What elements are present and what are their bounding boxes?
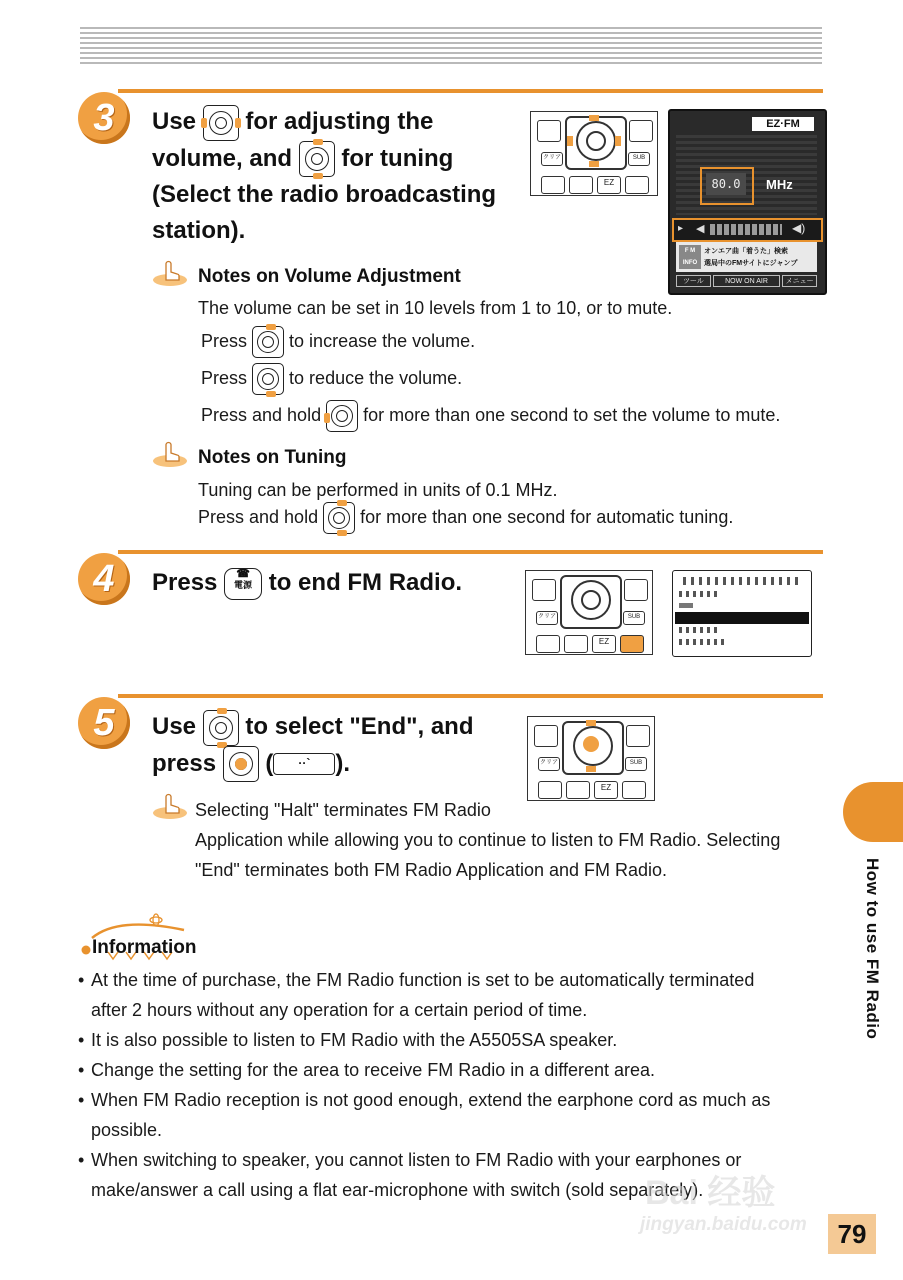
keypad-illustration: クリア SUB EZ (527, 716, 655, 801)
step4-heading: Press ☎ 電源 to end FM Radio. (152, 565, 462, 601)
keypad-illustration: クリア SUB EZ (525, 570, 653, 655)
notes-tuning-title: Notes on Tuning (198, 447, 347, 468)
softkey-icon: ··` (273, 753, 335, 775)
press-reduce-line: Press to reduce the volume. (201, 363, 462, 395)
dpad-up-down-icon (203, 710, 239, 746)
page-number: 79 (828, 1214, 876, 1254)
step3-heading: Use for adjusting the volume, and for tuning (Select the radio broadcasting station). (152, 104, 512, 249)
play-icon: ▸ (678, 223, 684, 234)
step3-badge: 3 (78, 92, 130, 144)
softkey-menu[interactable]: メニュー (782, 275, 817, 287)
softkey-tool[interactable]: ツール (676, 275, 711, 287)
info-bullet: • When FM Radio reception is not good enough, extend the earphone cord as much as possible. (78, 1085, 818, 1145)
fm-radio-screen (668, 109, 827, 295)
baidu-watermark-logo: Bai 经验 (645, 1174, 776, 1212)
end-text: "End" terminates both FM Radio Application and FM Radio. (195, 860, 668, 880)
step5-badge: 5 (78, 697, 130, 749)
info-bullet: • At the time of purchase, the FM Radio function is set to be automatically terminated after 2 hours without any operation for a certain period of time. (78, 965, 818, 1025)
volume-levels-text: The volume can be set in 10 levels from 1 to 10, or to mute. (198, 298, 673, 318)
pointing-hand-icon (152, 441, 188, 467)
fm-info-panel: F M INFO オンエア曲「着うた」検索 選局中のFMサイトにジャンプ (676, 242, 817, 272)
dpad-up-icon (252, 326, 284, 358)
step5-heading: Use to select "End", and press ( ··` ). (152, 709, 474, 782)
application-text: Application while allowing you to continue to listen to FM Radio. Selecting (195, 830, 781, 850)
step3-rule (118, 89, 823, 93)
end-power-key-icon: ☎ 電源 (224, 568, 262, 600)
step4-rule (118, 550, 823, 554)
speaker-high-icon: ◀) (792, 221, 806, 235)
dpad-center-icon (223, 746, 259, 782)
tuning-units-text: Tuning can be performed in units of 0.1 MHz. (198, 480, 558, 500)
baidu-watermark-url: jingyan.baidu.com (640, 1214, 807, 1235)
info-bullet: • Change the setting for the area to receive FM Radio in a different area. (78, 1055, 818, 1085)
pointing-hand-icon (152, 260, 188, 286)
dpad-left-icon (326, 400, 358, 432)
keypad-illustration: クリア SUB EZ (530, 111, 658, 196)
press-hold-tuning-line: Press and hold for more than one second for automatic tuning. (198, 502, 733, 534)
information-title: Information (92, 937, 197, 958)
end-menu-screen (672, 570, 812, 657)
pointing-hand-icon (152, 793, 188, 819)
softkey-now-on-air[interactable]: NOW ON AIR (713, 275, 781, 287)
dpad-left-right-icon (203, 105, 239, 141)
step5-rule (118, 694, 823, 698)
press-increase-line: Press to increase the volume. (201, 326, 475, 358)
dpad-up-down-icon (299, 141, 335, 177)
speaker-low-icon: ◀ (696, 223, 705, 235)
step4-badge: 4 (78, 553, 130, 605)
dpad-down-icon (252, 363, 284, 395)
volume-bar (672, 218, 823, 242)
info-bullet: • When switching to speaker, you cannot listen to FM Radio with your earphones or make/answer a call using a flat ear-microphone with switch (sold separately). (78, 1145, 818, 1205)
chapter-label: How to use FM Radio (863, 858, 882, 1040)
dpad-up-down-icon (323, 502, 355, 534)
frequency-unit: MHz (766, 177, 793, 192)
halt-text: Selecting "Halt" terminates FM Radio (195, 800, 491, 820)
chapter-tab (843, 782, 903, 842)
notes-volume-title: Notes on Volume Adjustment (198, 266, 461, 287)
header-stripes (80, 27, 822, 65)
info-bullet: • It is also possible to listen to FM Radio with the A5505SA speaker. (78, 1025, 818, 1055)
press-hold-mute-line: Press and hold for more than one second to set the volume to mute. (201, 400, 780, 432)
frequency-display: 80.0 (706, 173, 746, 195)
ez-fm-logo: EZ·FM (752, 117, 814, 131)
